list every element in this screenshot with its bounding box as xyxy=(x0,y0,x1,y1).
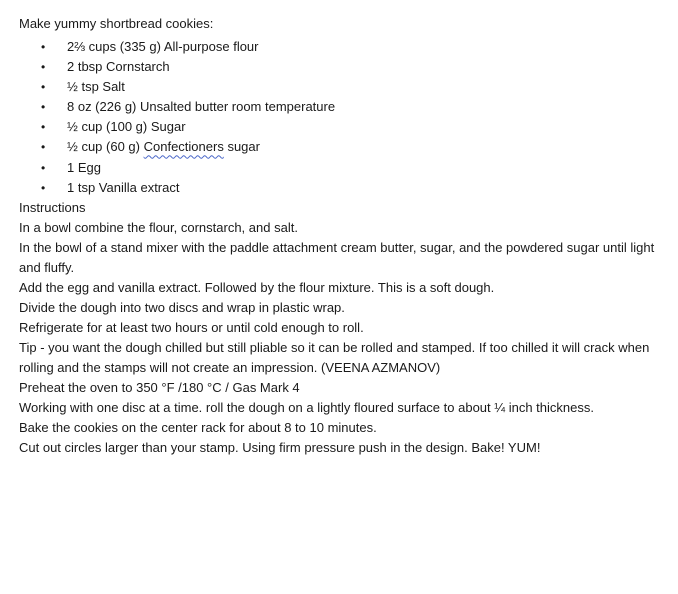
instruction-tip[interactable]: Tip - you want the dough chilled but still pliable so it can be rolled and stamped. If too chilled it will crack when rolling and the stamps will not create an impression. (VEENA AZMANOV) xyxy=(19,339,650,375)
bullet-icon: • xyxy=(41,180,46,195)
document-body xyxy=(19,14,659,458)
instruction-step[interactable]: In a bowl combine the flour, cornstarch, and salt. xyxy=(19,219,298,235)
instruction-step[interactable]: In the bowl of a stand mixer with the paddle attachment cream butter, sugar, and the powdered sugar until light and fluffy. xyxy=(19,239,655,275)
ingredient-list xyxy=(19,37,659,198)
ingredient-item[interactable] xyxy=(19,77,659,97)
ingredient-text: 1 Egg xyxy=(67,159,101,175)
ingredient-text-end: sugar xyxy=(223,139,260,155)
instruction-step[interactable]: Divide the dough into two discs and wrap in plastic wrap. xyxy=(19,299,345,315)
instructions-heading[interactable]: Instructions xyxy=(19,199,86,215)
intro-line[interactable]: Make yummy shortbread cookies: xyxy=(19,16,214,31)
spellcheck-flagged-word[interactable]: Confectioners xyxy=(143,139,224,155)
ingredient-text: ½ tsp Salt xyxy=(67,79,125,95)
ingredient-item[interactable] xyxy=(19,178,659,198)
ingredient-item[interactable] xyxy=(19,97,659,117)
bullet-icon: • xyxy=(41,40,46,54)
instruction-step[interactable]: Cut out circles larger than your stamp. Using firm pressure push in the design. Bake! YUM! xyxy=(19,439,541,455)
ingredient-text: 8 oz (226 g) Unsalted butter room temperature xyxy=(67,99,336,115)
ingredient-text: 2⅔ cups (335 g) All-purpose flour xyxy=(67,39,259,54)
instruction-step[interactable]: Preheat the oven to 350 °F /180 °C / Gas Mark 4 xyxy=(19,379,300,395)
ingredient-text: 1 tsp Vanilla extract xyxy=(67,179,180,195)
instruction-step[interactable]: Working with one disc at a time. roll the dough on a lightly floured surface to about ¼ inch thickness. xyxy=(19,399,594,415)
ingredient-text xyxy=(67,139,260,154)
bullet-icon: • xyxy=(41,140,46,155)
ingredient-text-start: ½ cup (60 g) xyxy=(67,139,144,155)
ingredient-item[interactable] xyxy=(19,137,659,157)
ingredient-item[interactable] xyxy=(19,158,659,178)
instruction-step[interactable]: Add the egg and vanilla extract. Followed by the flour mixture. This is a soft dough. xyxy=(19,279,495,295)
ingredient-item[interactable] xyxy=(19,37,659,57)
ingredient-text: ½ cup (100 g) Sugar xyxy=(67,119,186,135)
ingredient-item[interactable] xyxy=(19,117,659,137)
bullet-icon: • xyxy=(41,60,46,75)
ingredient-item[interactable] xyxy=(19,57,659,77)
bullet-icon: • xyxy=(41,120,46,135)
bullet-icon: • xyxy=(41,80,46,95)
instruction-step[interactable]: Bake the cookies on the center rack for about 8 to 10 minutes. xyxy=(19,419,377,435)
bullet-icon: • xyxy=(41,100,46,115)
bullet-icon: • xyxy=(41,160,46,175)
ingredient-text: 2 tbsp Cornstarch xyxy=(67,59,170,75)
instruction-step[interactable]: Refrigerate for at least two hours or until cold enough to roll. xyxy=(19,319,364,335)
